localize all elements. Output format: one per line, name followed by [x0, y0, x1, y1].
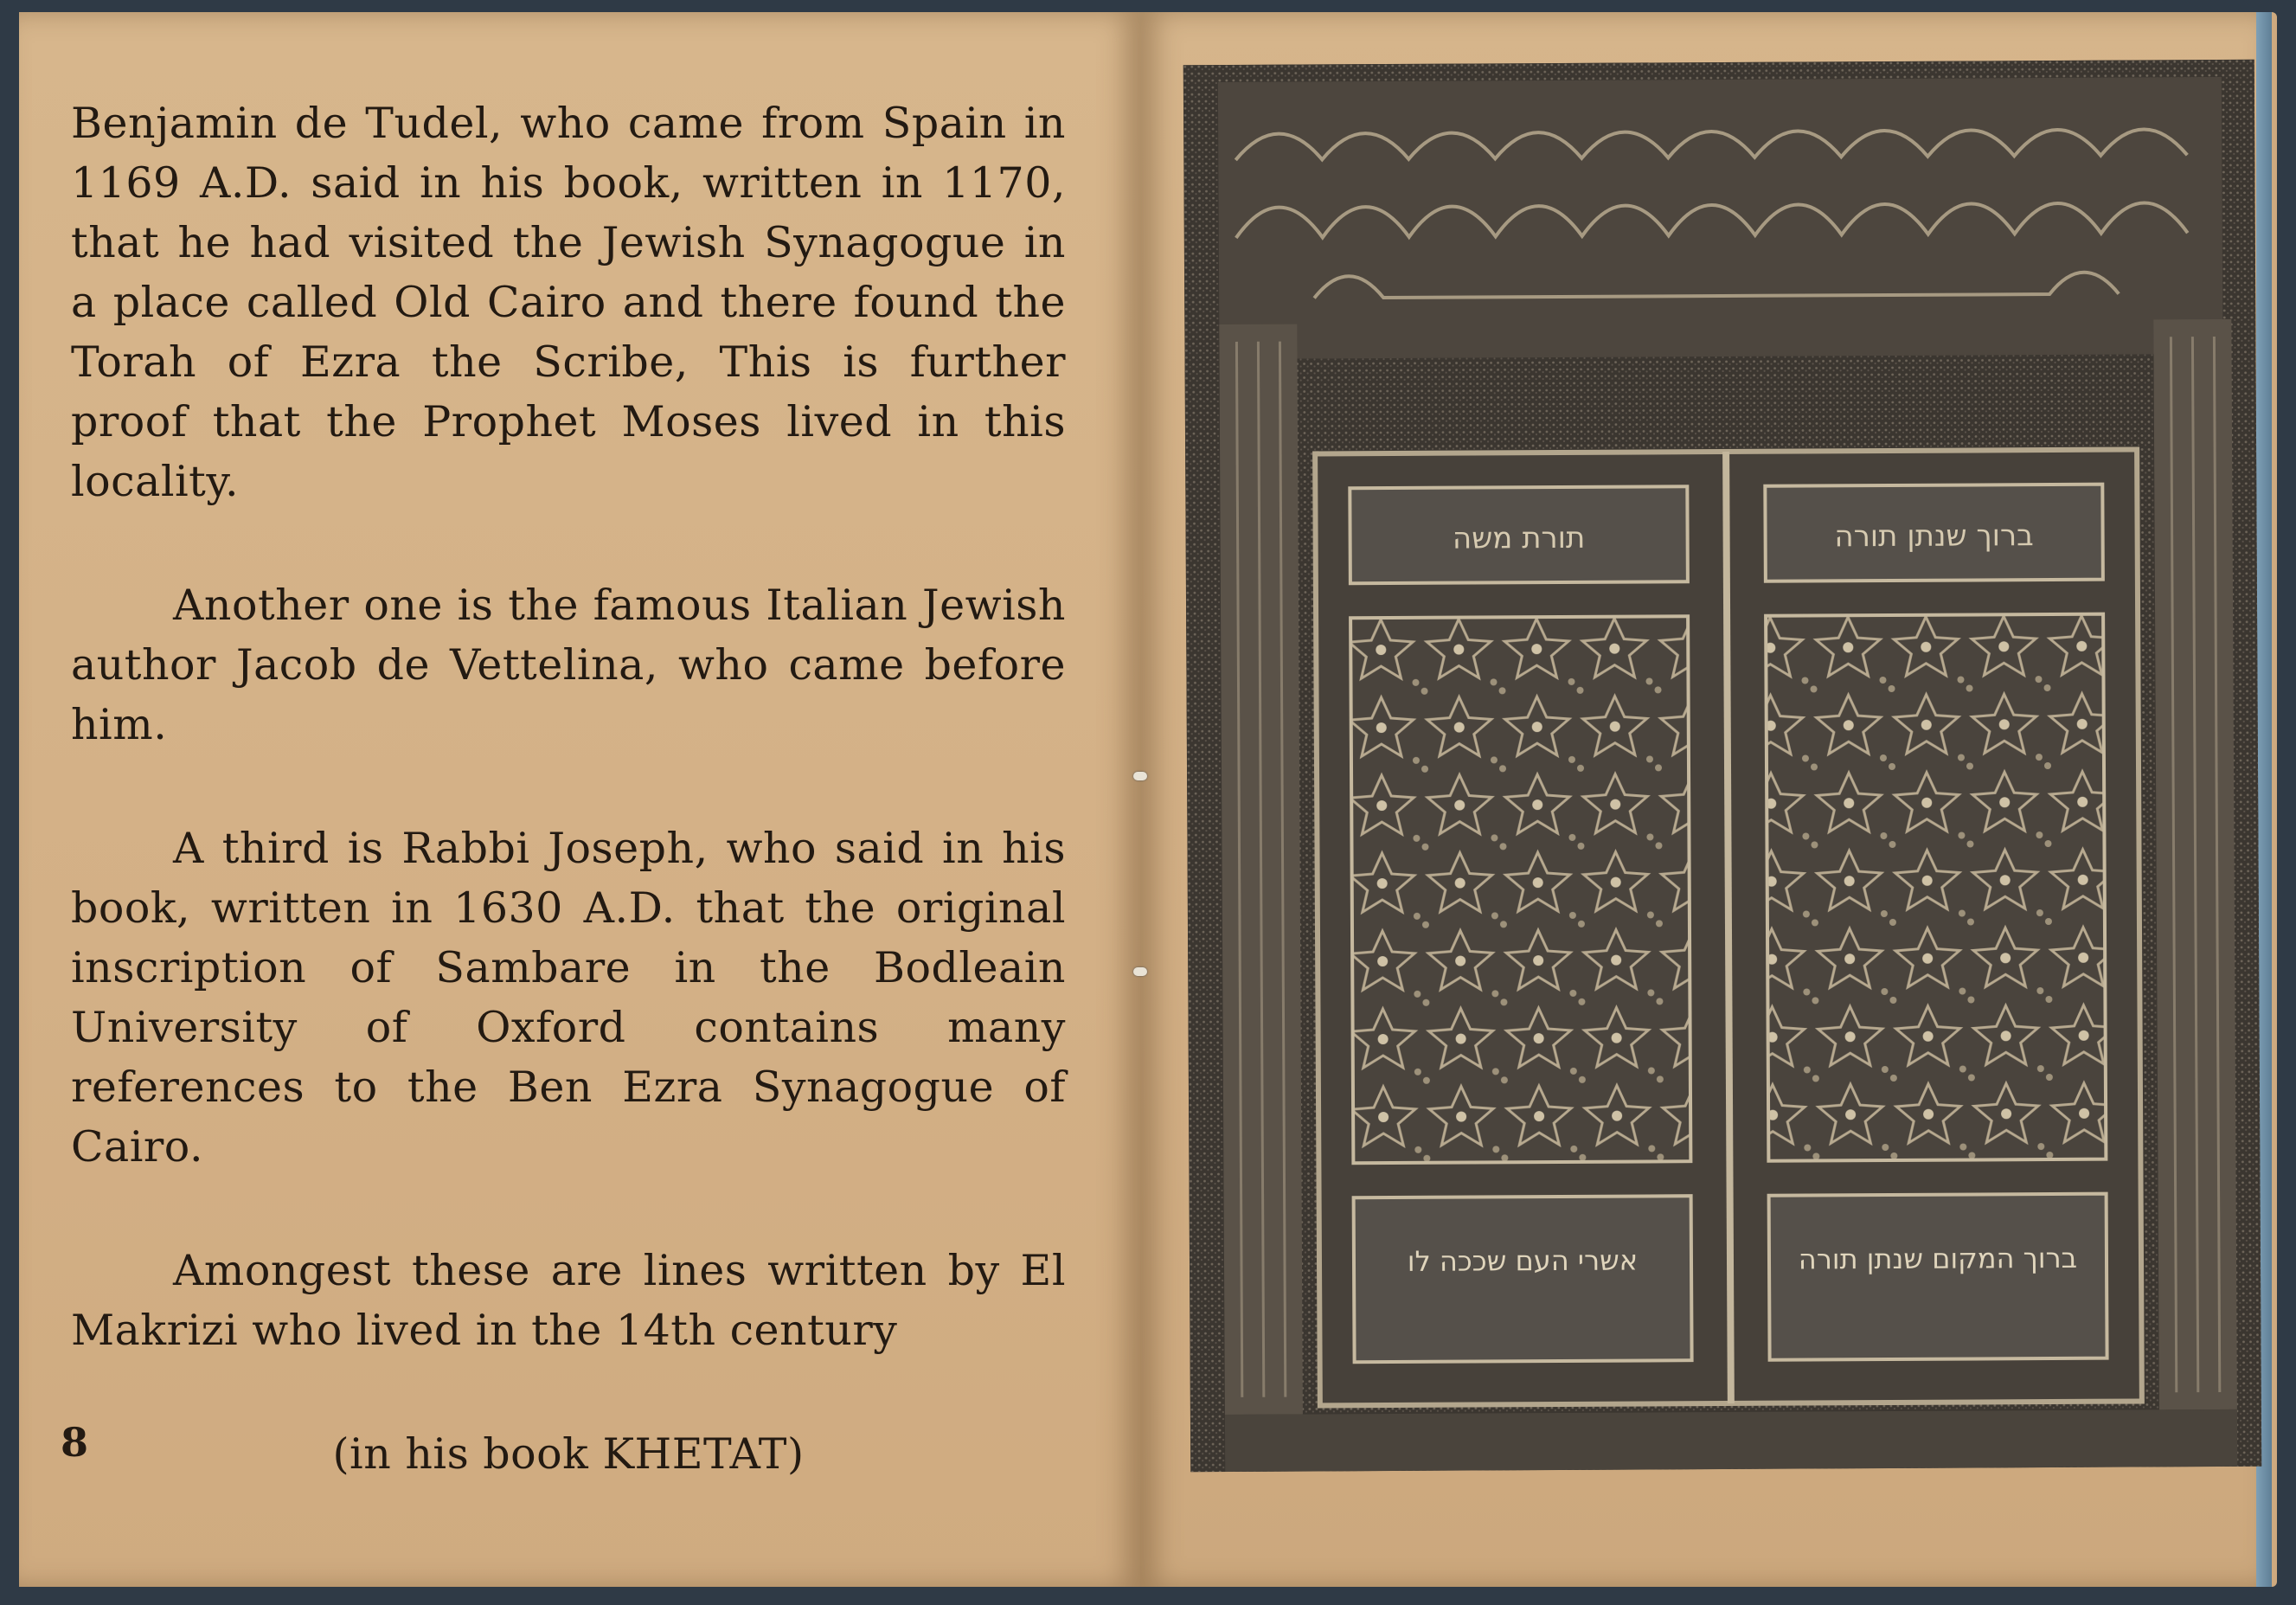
paragraph-el-makrizi: Amongest these are lines written by El Makrizi who lived in the 14th century [71, 1246, 1066, 1355]
inscription-right-top: ברוך שנתן תורה [1834, 518, 2034, 555]
inscription-left-top: תורת משה [1452, 520, 1586, 556]
closing-line: (in his book KHETAT) [332, 1429, 805, 1479]
carved-synagogue-doors-photo [1183, 60, 2261, 1472]
inscription-right-bottom: ברוך המקום שנתן תורה [1798, 1241, 2078, 1276]
inscription-left-bottom: אשרי העם שככה לו [1407, 1243, 1639, 1278]
paragraph-rabbi-joseph: A third is Rabbi Joseph, who said in his book, written in 1630 A.D. that the original inscription of Sambare in the Bodleain University of Oxford contains many references to the Ben Ezra Synagogue of Cairo. [71, 824, 1066, 1172]
page-number: 8 [61, 1419, 89, 1466]
left-page-text [71, 93, 1066, 1548]
paragraph-jacob-de-vettelina: Another one is the famous Italian Jewish author Jacob de Vettelina, who came before him. [71, 581, 1066, 749]
photo-illustration [1183, 60, 2261, 1472]
staple-bottom [1133, 967, 1147, 976]
paragraph-benjamin-de-tudel: Benjamin de Tudel, who came from Spain in 1169 A.D. said in his book, written in 1170, that he had visited the Jewish Synagogue in a place called Old Cairo and there found the Torah of Ezra the Scribe, This is further proof that the Prophet Moses lived in this locality. [71, 99, 1066, 506]
staple-top [1133, 772, 1147, 780]
